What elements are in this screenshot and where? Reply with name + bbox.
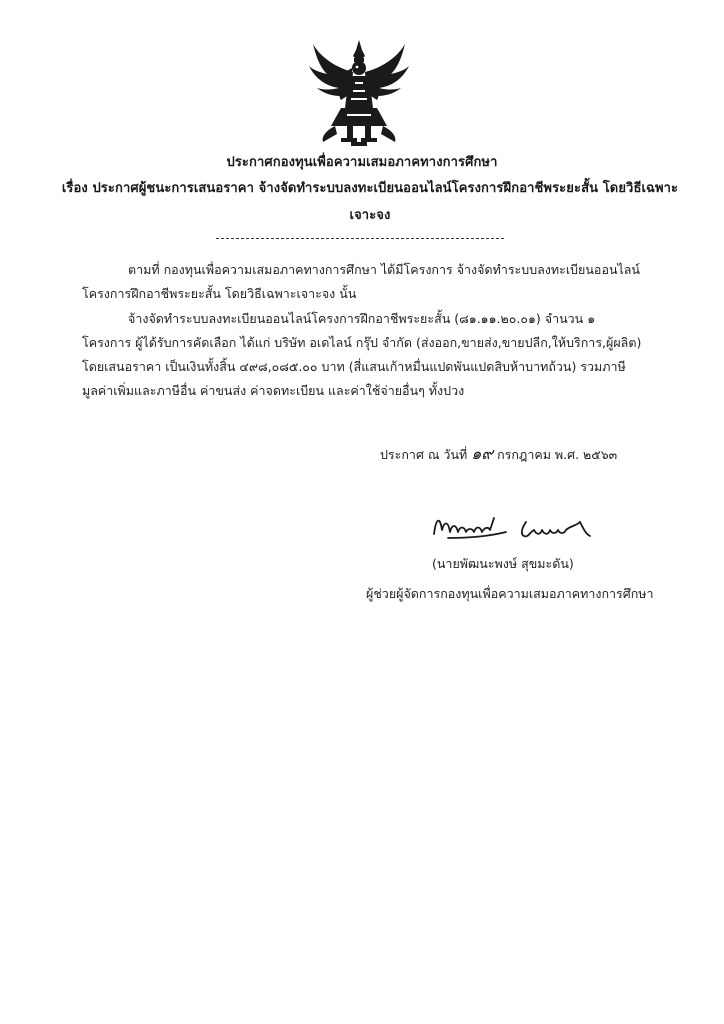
date-prefix: ประกาศ ณ วันที่ — [380, 447, 468, 462]
paragraph-1-text: ตามที่ กองทุนเพื่อความเสมอภาคทางการศึกษา ได้มีโครงการ จ้างจัดทำระบบลงทะเบียนออนไลน์ โครงการฝึกอาชีพระยะสั้น โดยวิธีเฉพาะเจาะจง นั้น — [82, 262, 640, 301]
date-day: ๑๙ — [471, 444, 494, 463]
handwritten-signature — [430, 508, 600, 544]
announcement-subject: เรื่อง ประกาศผู้ชนะการเสนอราคา จ้างจัดทำระบบลงทะเบียนออนไลน์โครงการฝึกอาชีพระยะสั้น โดยวิธีเฉพาะเจาะจง — [61, 181, 679, 223]
body-paragraph-2 — [82, 307, 648, 403]
garuda-emblem-icon — [307, 38, 411, 148]
body-paragraph-1 — [82, 258, 648, 306]
paragraph-2-text: จ้างจัดทำระบบลงทะเบียนออนไลน์โครงการฝึกอาชีพระยะสั้น (๘๑.๑๑.๒๐.๐๑) จำนวน ๑ โครงการ ผู้ได้รับการคัดเลือก ได้แก่ บริษัท อเดไลน์ กรุ๊ป จำกัด (ส่งออก,ขายส่ง,ขายปลีก,ให้บริการ,ผู้ผลิต) โดยเสนอราคา เป็นเงินทั้งสิ้น ๔๙๘,๐๘๕.๐๐ บาท (สี่แสนเก้าหมื่นแปดพันแปดสิบห้าบาทถ้วน) รวมภาษีมูลค่าเพิ่มและภาษีอื่น ค่าขนส่ง ค่าจดทะเบียน และค่าใช้จ่ายอื่นๆ ทั้งปวง — [82, 311, 642, 398]
announcement-org-title: ประกาศกองทุนเพื่อความเสมอภาคทางการศึกษา — [226, 155, 498, 170]
announcement-date — [380, 442, 680, 467]
signer-title: ผู้ช่วยผู้จัดการกองทุนเพื่อความเสมอภาคทางการศึกษา — [366, 586, 654, 601]
date-month-year: กรกฎาคม พ.ศ. ๒๕๖๓ — [497, 447, 618, 462]
signer-name: (นายพัฒนะพงษ์ สุขมะดัน) — [432, 556, 574, 571]
divider-line — [216, 238, 504, 239]
